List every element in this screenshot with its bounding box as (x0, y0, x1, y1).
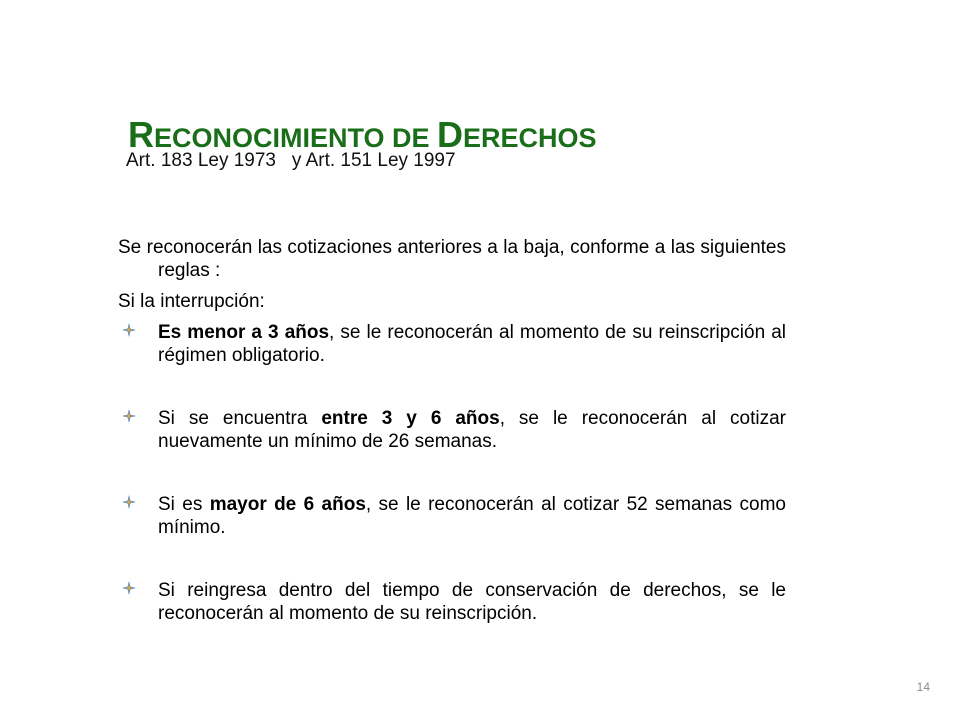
rule-text: Si se encuentra (158, 408, 322, 429)
rule-text: , se le reconocerán al momento de su reinscripción al régimen obligatorio. (158, 322, 786, 366)
page-number: 14 (916, 680, 930, 694)
rule-text: Si reingresa dentro del tiempo de conservación de derechos, se le reconocerán al momento de su reinscripción. (158, 580, 786, 624)
rules-list (118, 321, 786, 625)
interruption-label: Si la interrupción: (118, 291, 265, 312)
title-part: D (437, 114, 464, 156)
slide-title (128, 114, 597, 156)
title-part: R (128, 114, 154, 156)
rule-text: , se le reconocerán al cotizar nuevamente un mínimo de 26 semanas. (158, 408, 786, 452)
star-bullet-icon (122, 409, 136, 423)
rule-text: , se le reconocerán al cotizar 52 semanas como mínimo. (158, 494, 786, 538)
title-part: ECONOCIMIENTO DE (154, 123, 438, 154)
rule-text: Si es (158, 494, 210, 515)
rule-item (118, 321, 786, 367)
star-bullet-icon (122, 495, 136, 509)
rule-emphasis: entre 3 y 6 años (321, 408, 500, 429)
rule-item (118, 493, 786, 539)
rule-emphasis: Es menor a 3 años (158, 322, 330, 343)
rule-item (118, 579, 786, 625)
star-bullet-icon (122, 323, 136, 337)
rule-emphasis: mayor de 6 años (209, 494, 366, 515)
title-part: ERECHOS (463, 123, 597, 154)
slide-subtitle: Art. 183 Ley 1973 y Art. 151 Ley 1997 (126, 150, 456, 171)
rule-item (118, 407, 786, 453)
star-bullet-icon (122, 581, 136, 595)
intro-text: Se reconocerán las cotizaciones anteriores a la baja, conforme a las siguientes reglas : (118, 237, 786, 281)
slide-content (118, 236, 786, 625)
